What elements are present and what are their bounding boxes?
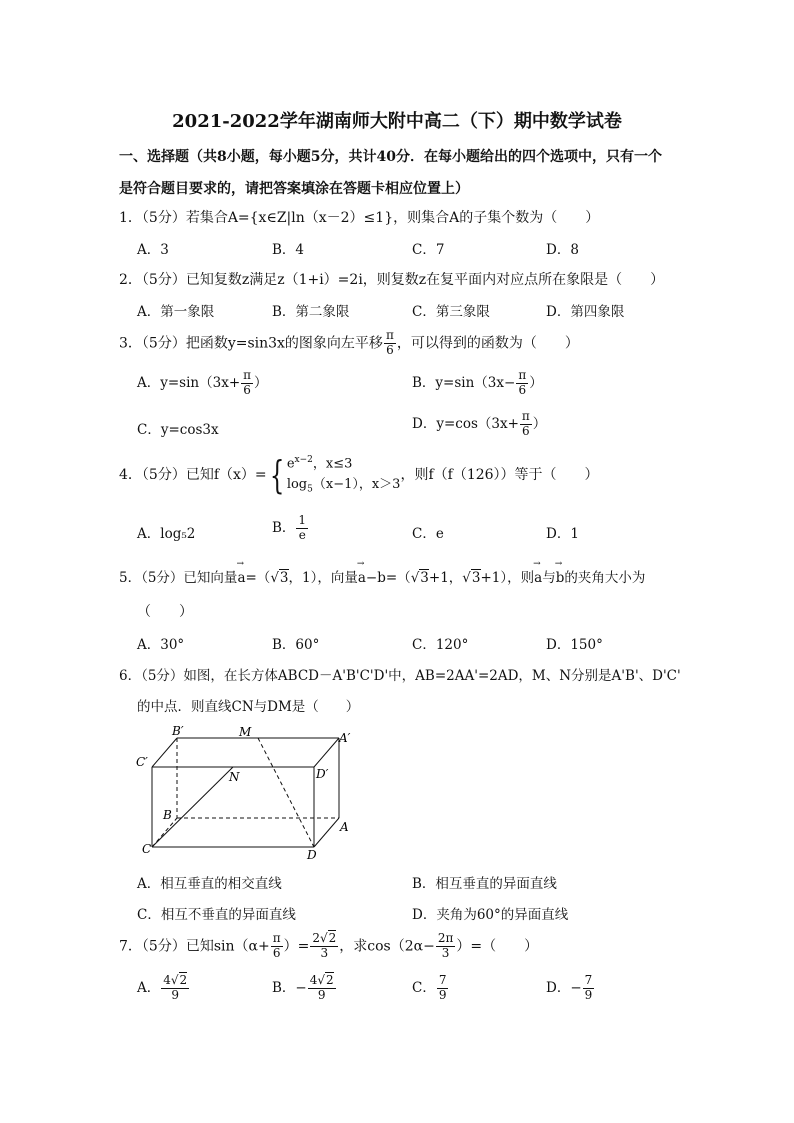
q2-option-a: A．第一象限 [137,304,215,320]
section-header-line1: 一、选择题（共8小题，每小题5分，共计40分．在每小题给出的四个选项中，只有一个 [119,149,662,165]
edge-dp-ap [314,738,339,767]
label-bp: B′ [172,724,184,738]
label-d: D [307,848,317,862]
q7-stem: 7．（5分）已知sin（α+ $\frac{\pi}{6}$ ）= $\frac{2√2}{3}$ ，求cos（2α− $\frac{2\pi}{3}$ ）=（ ） [119,931,539,960]
q3-option-d: D．y=cos（3x+ $\frac{\pi}{6}$ ） [412,409,547,438]
q5-blank: （ ） [137,604,193,620]
q4-option-c: C．e [412,526,444,542]
q3-option-b: B．y=sin（3x− $\frac{\pi}{6}$ ） [412,368,543,397]
q3-option-c: C．y=cos3x [137,422,219,438]
label-cp: C′ [136,755,148,769]
q2-option-b: B．第二象限 [272,304,350,320]
q6-option-c: C．相互不垂直的异面直线 [137,907,296,923]
label-m: M [239,725,252,739]
q1-option-a: A．3 [137,242,169,258]
piecewise-brace: { [269,453,284,498]
q2-option-c: C．第三象限 [412,304,490,320]
q3-stem: 3．（5分）把函数y=sin3x的图象向左平移 $\frac{\pi}{6}$ ，可以得到的函数为（ ） [119,328,579,357]
q1-option-d: D．8 [546,242,579,258]
q1-stem: 1．（5分）若集合A={x∈Z|ln（x－2）≤1}，则集合A的子集个数为（ ） [119,210,600,226]
q1-option-b: B．4 [272,242,305,258]
edge-cp-bp [152,738,177,767]
q5-option-a: A．30° [137,637,185,653]
q4-option-b: B． $\frac{1}{e}$ [272,513,307,542]
label-dp: D′ [316,767,329,781]
label-c: C [142,842,152,856]
q4-option-a: A．log₅2 [137,526,196,542]
label-b: B [163,808,172,822]
q5-option-c: C．120° [412,637,469,653]
q2-option-d: D．第四象限 [546,304,625,320]
q1-option-c: C．7 [412,242,445,258]
label-n: N [229,770,240,784]
edge-d-a [314,818,339,847]
q7-option-c: C． $\frac{7}{9}$ [412,973,447,1002]
q6-option-a: A．相互垂直的相交直线 [137,876,282,892]
label-a: A [340,820,349,834]
q4-stem: 4．（5分）已知f（x）={ $e^{x-2}$，x≤3 $\log_5(x-1)$，x＞3 ，则f（f（126））等于（ ） [119,453,599,498]
q5-option-d: D．150° [546,637,603,653]
q3-fraction: $\frac{\pi}{6}$ [385,328,394,357]
line-dm [258,738,314,847]
q4-option-d: D．1 [546,526,579,542]
q5-option-b: B．60° [272,637,320,653]
label-ap: A′ [339,731,351,745]
page-title: 2021-2022学年湖南师大附中高二（下）期中数学试卷 [172,111,622,132]
q5-stem: 5．（5分）已知向量→ a=（√3，1），向量→ a−b=（√3+1，√3+1），则→ a与→ b的夹角大小为 [119,566,645,586]
q6-stem-line2: 的中点．则直线CN与DM是（ ） [137,699,360,715]
q7-option-a: A． $\frac{4√2}{9}$ [137,973,188,1002]
q3-option-a: A．y=sin（3x+ $\frac{\pi}{6}$ ） [137,368,268,397]
piecewise-cases: $e^{x-2}$，x≤3 $\log_5(x-1)$，x＞3 [286,455,401,495]
line-cn [152,767,233,847]
q6-option-d: D．夹角为60°的异面直线 [412,907,569,923]
section-header-line2: 是符合题目要求的，请把答案填涂在答题卡相应位置上） [119,181,469,197]
q7-option-b: B．− $\frac{4√2}{9}$ [272,973,334,1002]
q6-option-b: B．相互垂直的异面直线 [412,876,557,892]
q7-option-d: D．− $\frac{7}{9}$ [546,973,593,1002]
q6-stem-line1: 6．（5分）如图，在长方体ABCD－A'B'C'D'中，AB=2AA'=2AD，M、N分别是A'B'、D'C' [119,668,681,684]
q2-stem: 2．（5分）已知复数z满足z（1+i）=2i，则复数z在复平面内对应点所在象限是（ ） [119,272,665,288]
cuboid-figure [130,722,360,862]
